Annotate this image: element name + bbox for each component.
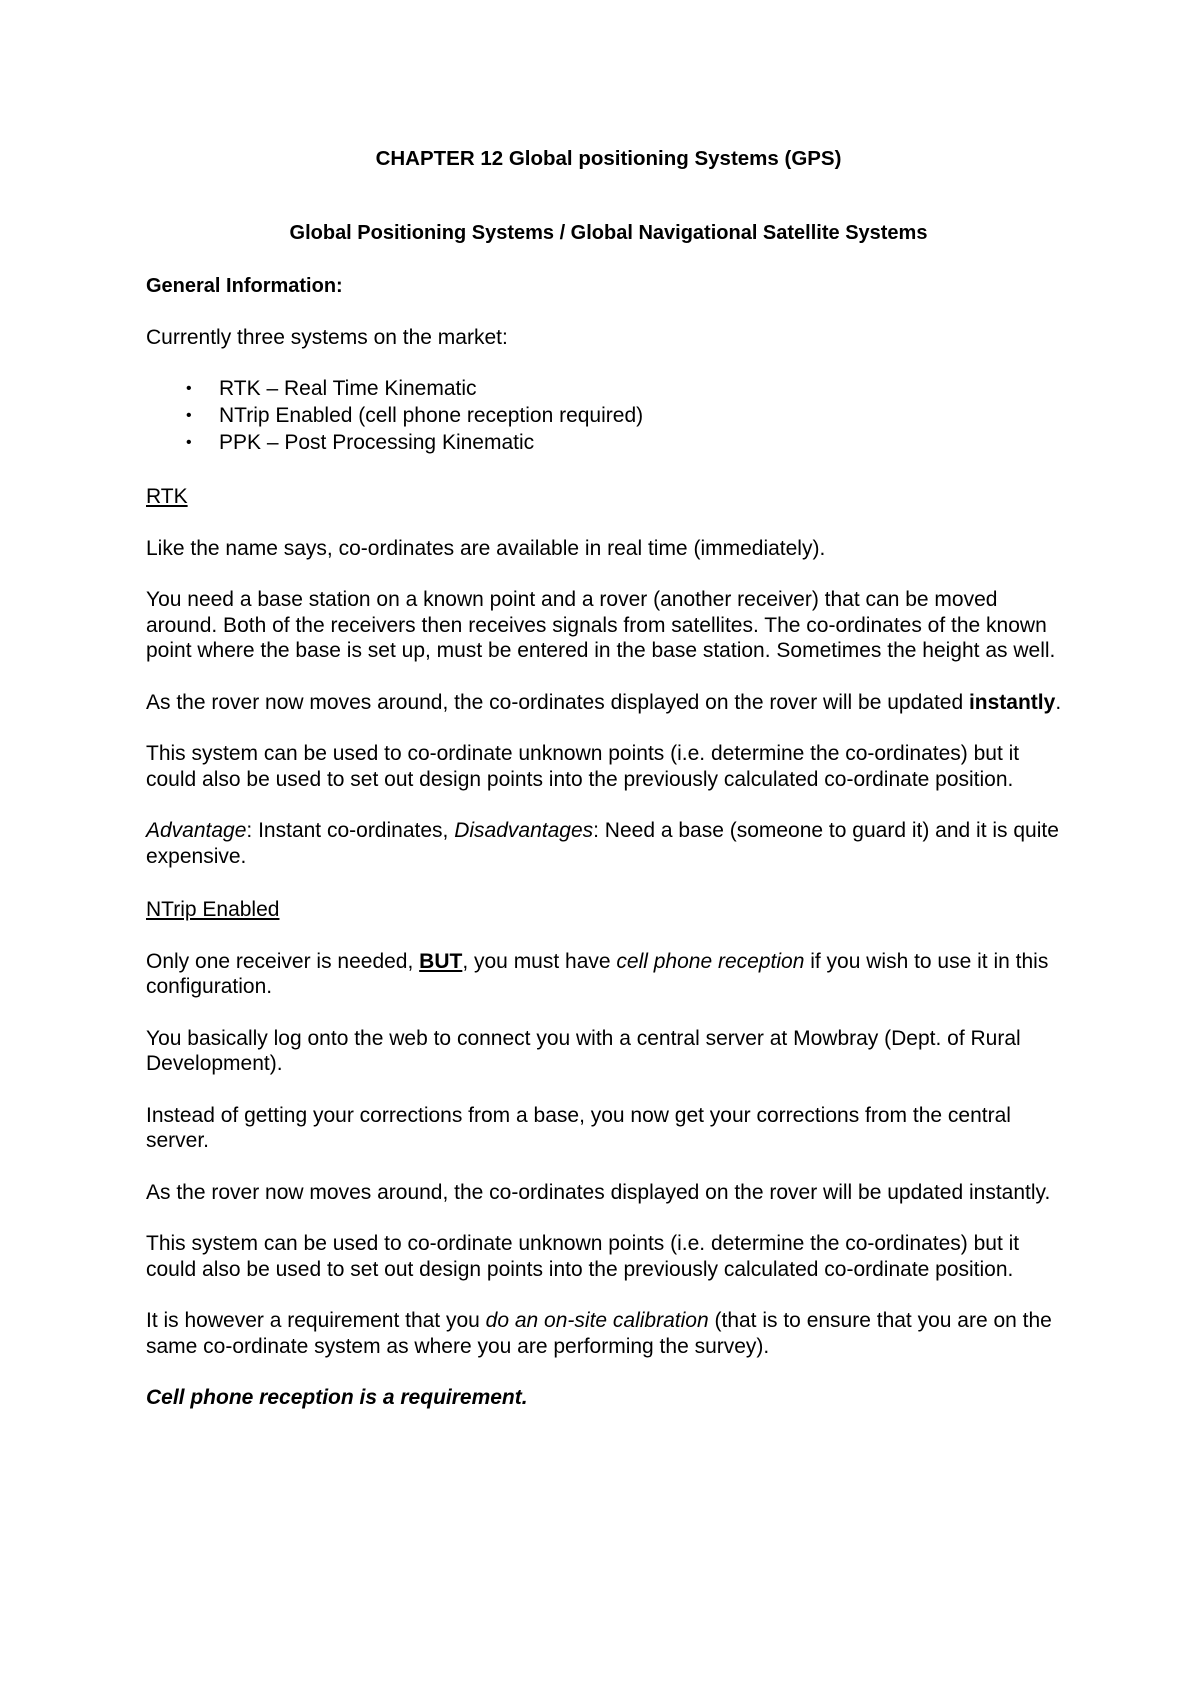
rtk-p3-text: As the rover now moves around, the co-ordinates displayed on the rover will be updated (146, 690, 969, 714)
ntrip-heading-text: NTrip Enabled (146, 898, 280, 921)
list-item-text: NTrip Enabled (cell phone reception required) (219, 404, 644, 427)
ntrip-paragraph-1 (146, 949, 1071, 1000)
document-subtitle: Global Positioning Systems / Global Navigational Satellite Systems (289, 221, 928, 244)
list-item (146, 402, 1071, 429)
ntrip-paragraph-5: This system can be used to co-ordinate unknown points (i.e. determine the co-ordinates) but it could also be used to set out design points into the previously calculated co-ordinate position. (146, 1232, 1020, 1281)
disadvantages-label: Disadvantages (454, 819, 594, 842)
rtk-heading-text: RTK (146, 485, 188, 508)
rtk-p3-emphasis: instantly (968, 690, 1056, 714)
rtk-paragraph-1: Like the name says, co-ordinates are available in real time (immediately). (146, 536, 826, 560)
chapter-title: CHAPTER 12 Global positioning Systems (GPS) (375, 147, 842, 170)
ntrip-p1-b: , you must have (462, 949, 617, 973)
advantage-label: Advantage (146, 819, 247, 842)
ntrip-p1-but: BUT (419, 949, 463, 973)
ntrip-paragraph-3: Instead of getting your corrections from a base, you now get your corrections from the central server. (146, 1103, 1011, 1152)
rtk-heading (146, 484, 1071, 510)
ntrip-p6-italic: do an on-site calibration (485, 1309, 709, 1332)
ntrip-paragraph-6 (146, 1308, 1071, 1359)
ntrip-p6-a: It is however a requirement that you (146, 1309, 486, 1332)
ntrip-p1-c: if you wish to use it in this configuration. (146, 949, 1049, 998)
general-information-heading: General Information: (146, 275, 343, 297)
bullet-icon: • (186, 434, 192, 451)
ntrip-paragraph-4: As the rover now moves around, the co-ordinates displayed on the rover will be updated instantly. (146, 1180, 1051, 1204)
ntrip-heading (146, 897, 1071, 923)
rtk-paragraph-4: This system can be used to co-ordinate unknown points (i.e. determine the co-ordinates) but it could also be used to set out design points into the previously calculated co-ordinate position. (146, 742, 1020, 791)
intro-paragraph: Currently three systems on the market: (146, 325, 508, 349)
rtk-p3-end: . (1055, 690, 1062, 714)
advantage-text: : Instant co-ordinates, (246, 819, 455, 842)
rtk-paragraph-5 (146, 818, 1071, 869)
ntrip-p6-b: (that is to ensure that you are on the same co-ordinate system as where you are performing the survey). (146, 1309, 1052, 1358)
list-item (146, 375, 1071, 402)
bullet-icon: • (186, 380, 192, 397)
list-item-text: PPK – Post Processing Kinematic (219, 431, 535, 454)
ntrip-paragraph-2: You basically log onto the web to connect you with a central server at Mowbray (Dept. of Rural Development). (146, 1026, 1021, 1075)
ntrip-p1-a: Only one receiver is needed, (146, 949, 420, 973)
requirement-note: Cell phone reception is a requirement. (146, 1386, 528, 1409)
bullet-icon: • (186, 407, 192, 424)
systems-list (146, 375, 1071, 456)
rtk-paragraph-3 (146, 690, 1071, 716)
disadvantages-text: : Need a base (someone to guard it) and it is quite expensive. (146, 819, 1059, 868)
ntrip-p1-italic: cell phone reception (616, 949, 805, 973)
list-item-text: RTK – Real Time Kinematic (219, 377, 477, 400)
rtk-paragraph-2: You need a base station on a known point and a rover (another receiver) that can be moved around. Both of the receivers then receives signals from satellites. The co-ordinates of the known point where the base is set up, must be entered in the base station. Sometimes the height as well. (146, 588, 1056, 662)
list-item (146, 429, 1071, 456)
document-body (146, 146, 1071, 1411)
